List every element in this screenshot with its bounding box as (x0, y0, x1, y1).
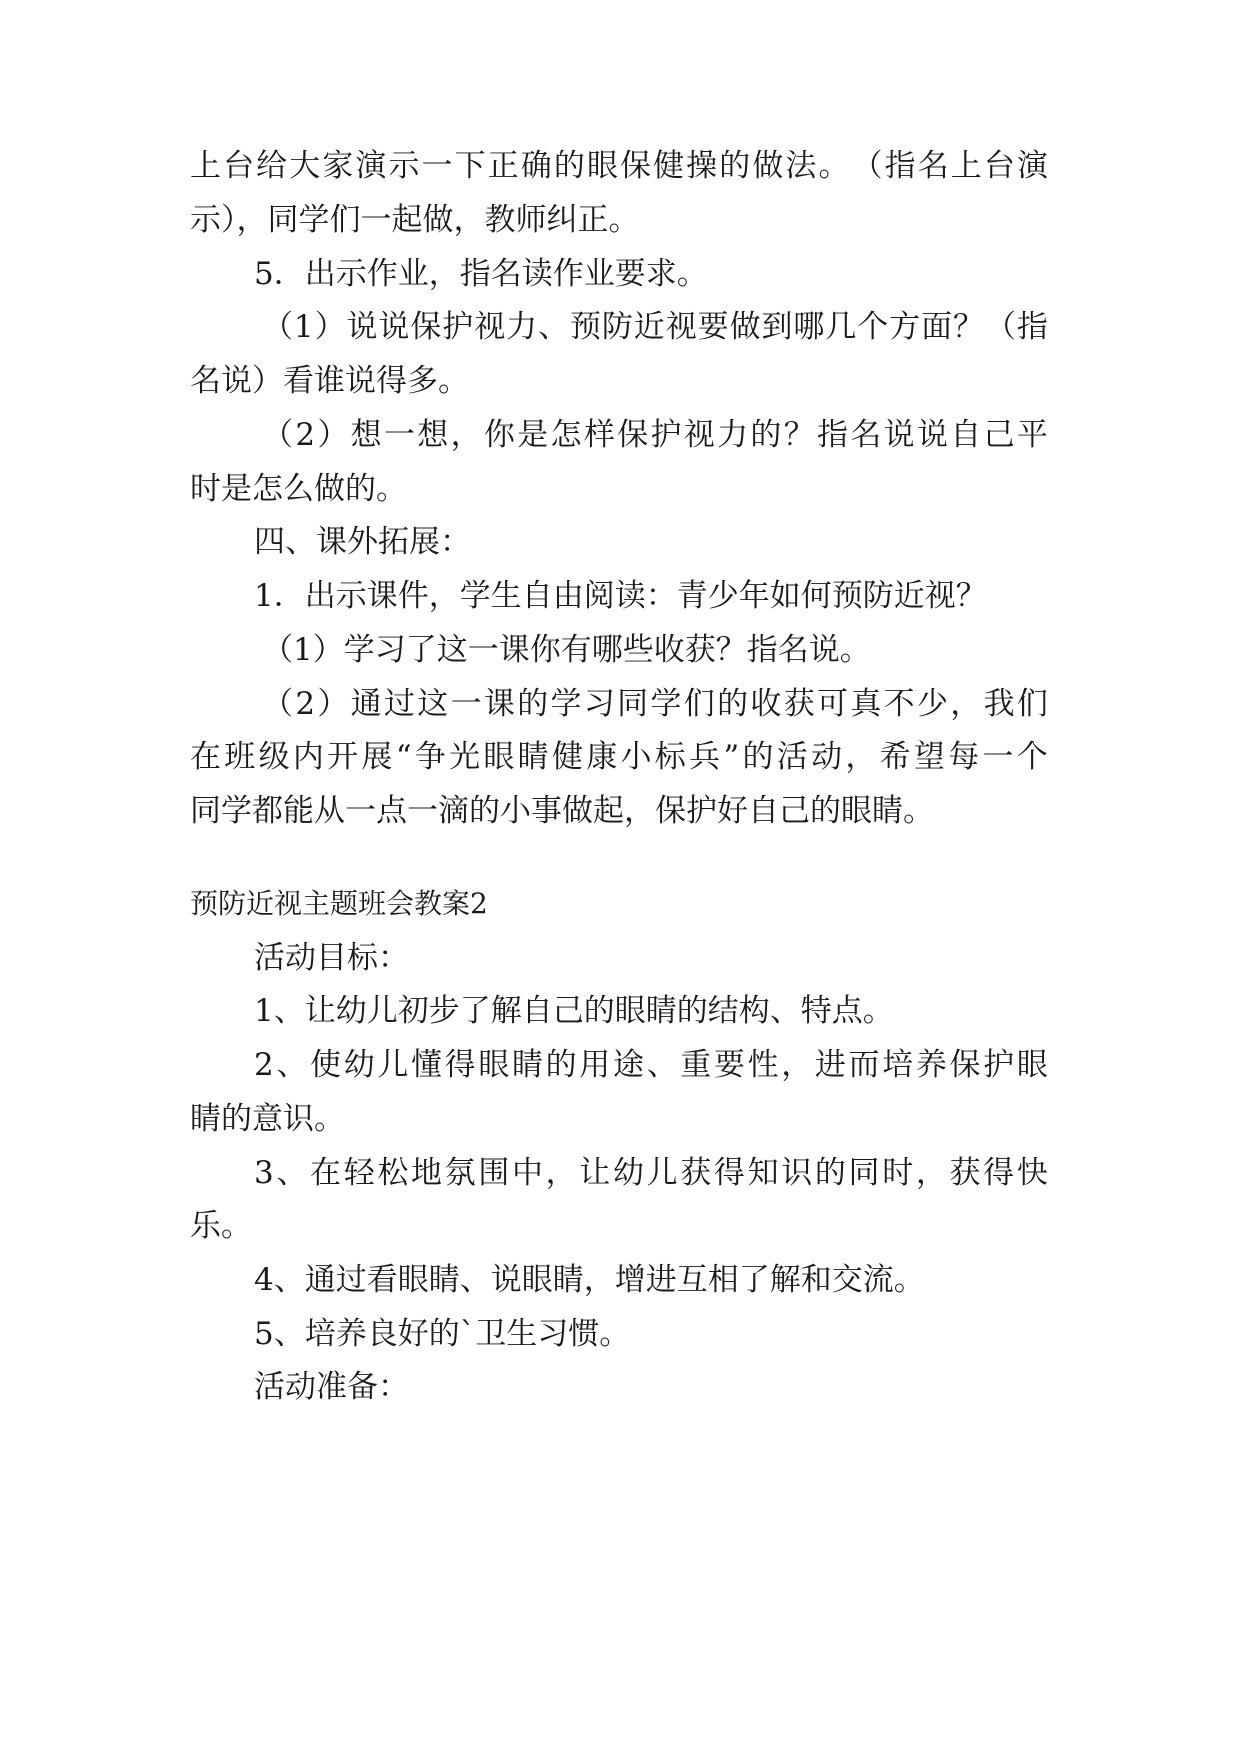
paragraph-line: 名说）看谁说得多。 (190, 363, 469, 399)
section-heading: 四、课外拓展： (254, 524, 471, 560)
paragraph-line: （ 2 ） 想 一 想 ， 你 是 怎 样 保 护 视 力 的 ？ 指 名 说 说 自 己 平 (262, 417, 1048, 453)
paragraph-line: 睛的意识。 (190, 1101, 345, 1137)
paragraph-line: 3 、 在 轻 松 地 氛 围 中 ， 让 幼 儿 获 得 知 识 的 同 时 ， 获 得 快 (254, 1155, 1048, 1191)
paragraph-line: 5．出示作业，指名读作业要求。 (254, 256, 708, 292)
paragraph-line: 乐。 (190, 1208, 252, 1244)
paragraph-line: 1、让幼儿初步了解自己的眼睛的结构、特点。 (254, 993, 894, 1029)
paragraph-line: 2 、 使 幼 儿 懂 得 眼 睛 的 用 途 、 重 要 性 ， 进 而 培 养 保 护 眼 (254, 1047, 1048, 1083)
paragraph-line: 示），同学们一起做，教师纠正。 (190, 202, 640, 238)
section-heading: 活动目标： (254, 940, 409, 976)
paragraph-line: 4、通过看眼睛、说眼睛，增进互相了解和交流。 (254, 1262, 925, 1298)
paragraph-line: 1．出示课件，学生自由阅读：青少年如何预防近视？ (254, 578, 987, 614)
paragraph-line: （ 1 ） 说 说 保 护 视 力 、 预 防 近 视 要 做 到 哪 几 个 方 面 ？ （ 指 (262, 309, 1048, 345)
document-title: 预防近视主题班会教案2 (190, 887, 488, 920)
paragraph-line: 同学都能从一点一滴的小事做起，保护好自己的眼睛。 (190, 793, 934, 829)
paragraph-line: 上 台 给 大 家 演 示 一 下 正 确 的 眼 保 健 操 的 做 法 。 （ 指 名 上 台 演 (190, 148, 1048, 184)
paragraph-line: 时是怎么做的。 (190, 471, 407, 507)
paragraph-line: 在 班 级 内 开 展 “ 争 光 眼 睛 健 康 小 标 兵 ” 的 活 动 ， 希 望 每 一 个 (190, 739, 1048, 775)
paragraph-line: 5、培养良好的`卫生习惯。 (254, 1316, 631, 1352)
section-heading: 活动准备： (254, 1369, 409, 1405)
paragraph-line: （ 2 ） 通 过 这 一 课 的 学 习 同 学 们 的 收 获 可 真 不 少 ， 我 们 (262, 686, 1048, 722)
paragraph-line: （1）学习了这一课你有哪些收获？指名说。 (262, 632, 871, 668)
